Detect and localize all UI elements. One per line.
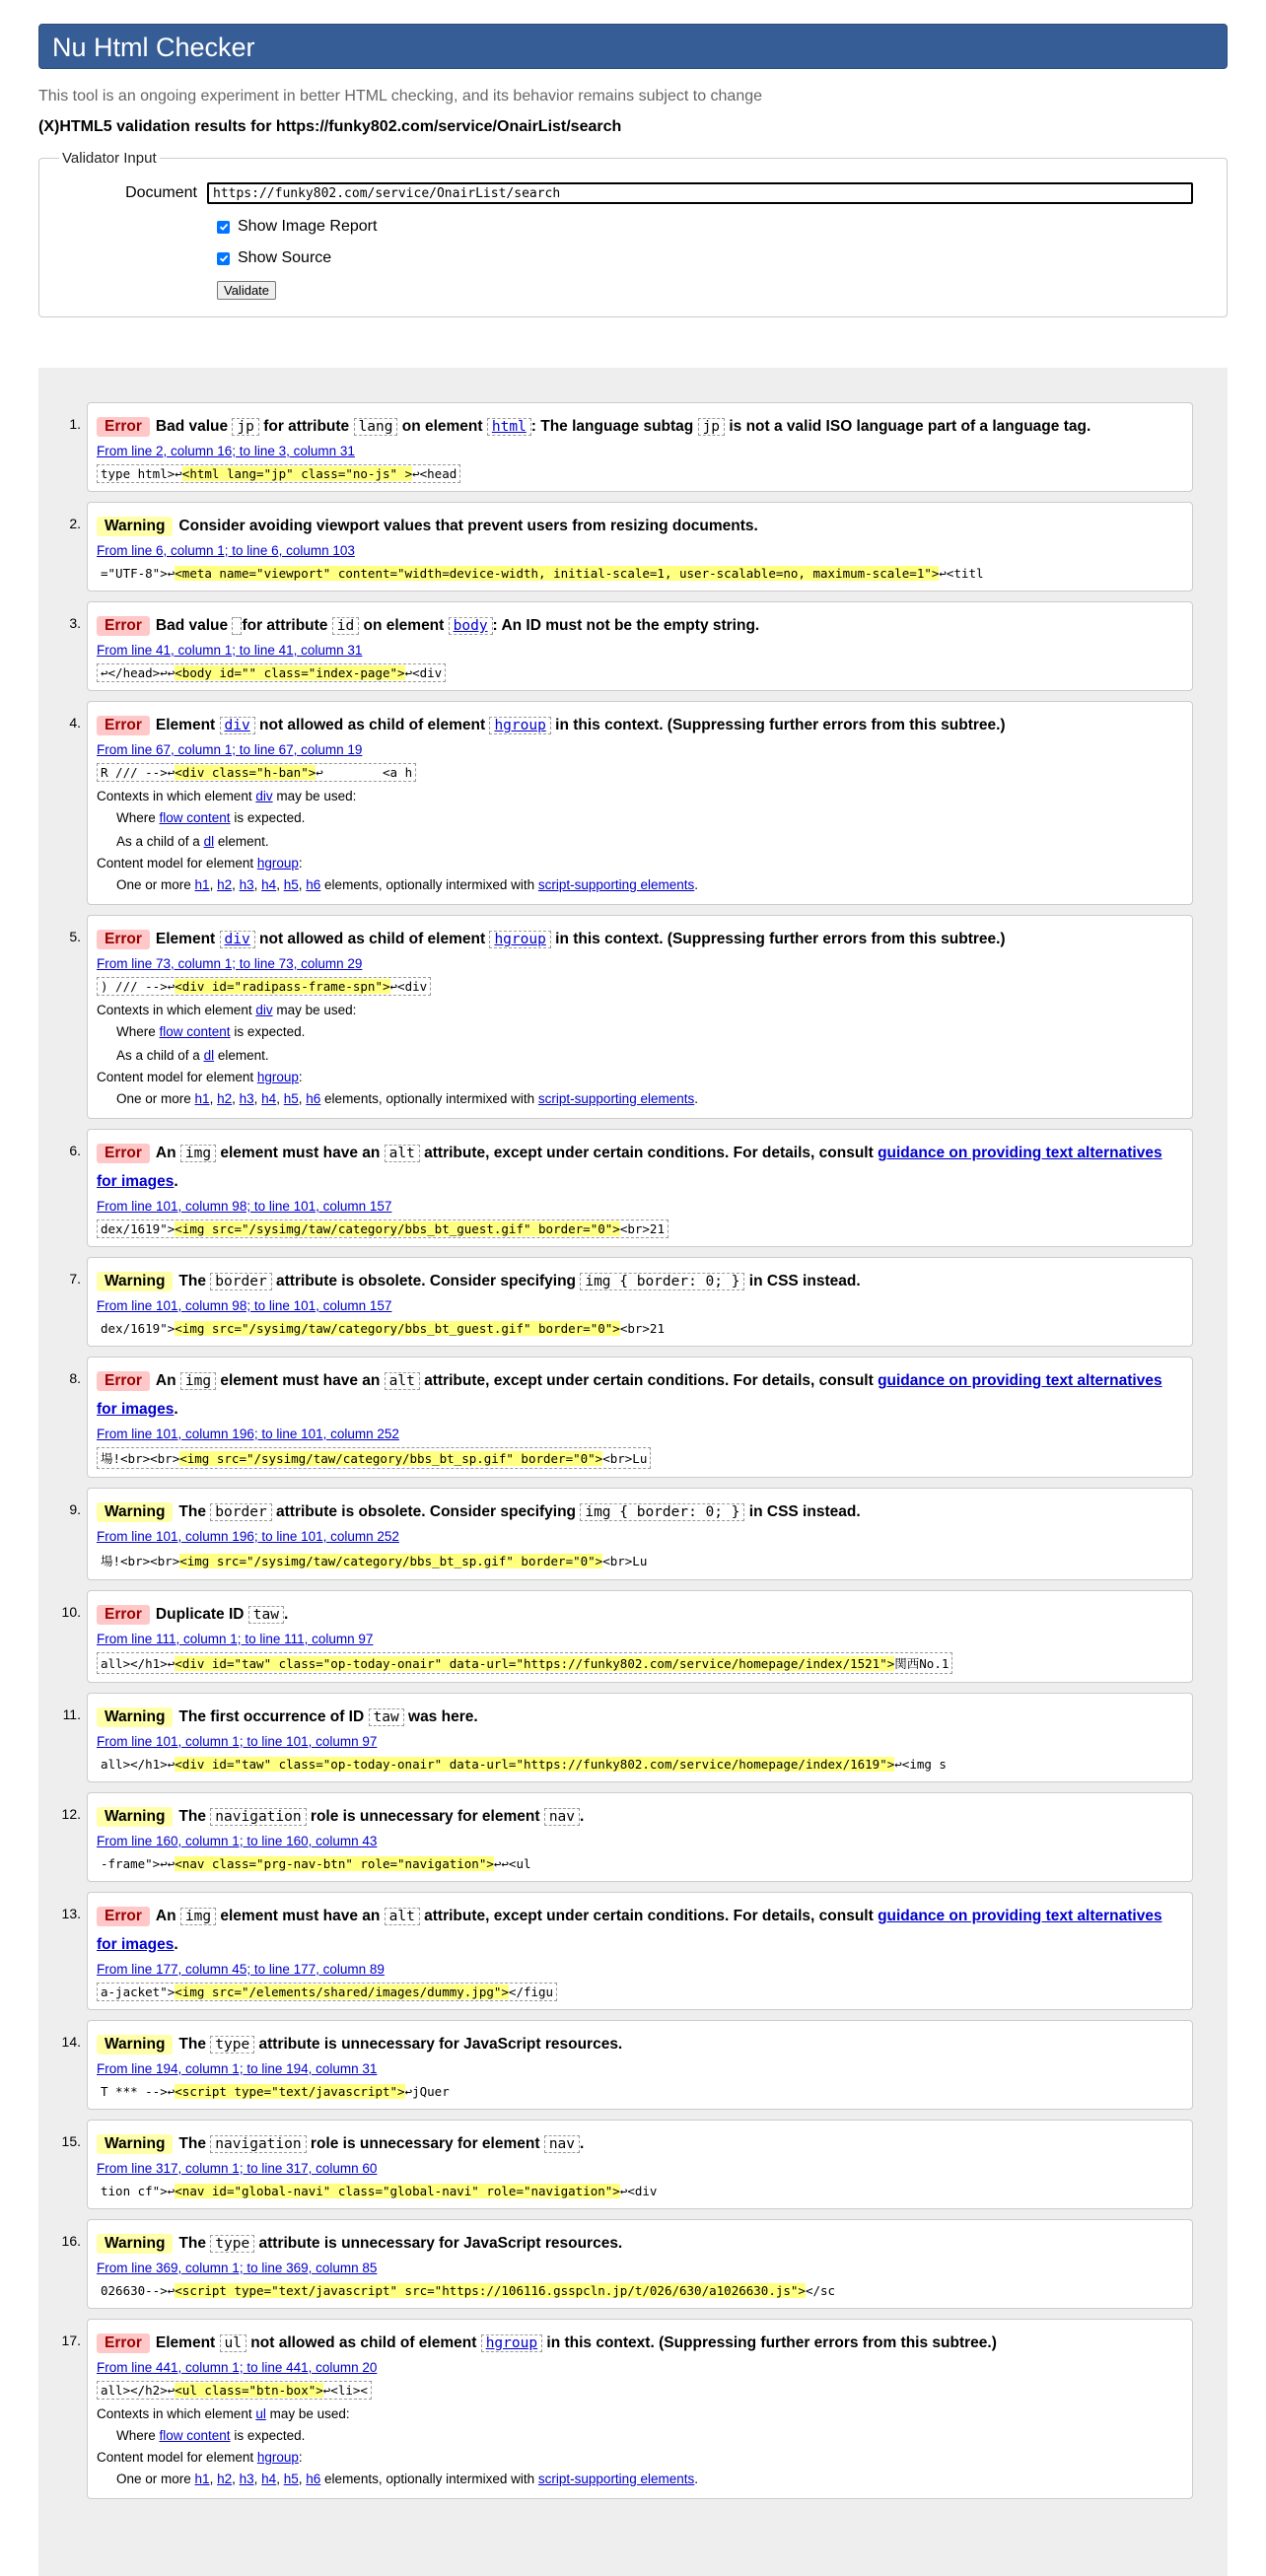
message-number: 9.	[69, 1501, 81, 1517]
highlighted-code: <meta name="viewport" content="width=device-width, initial-scale=1, user-scalable=no, maximum-scale=1">	[175, 566, 940, 581]
content-model-text: One or more h1, h2, h3, h4, h5, h6 elements, optionally intermixed with script-supporting elements.	[116, 1091, 698, 1106]
code-term: alt	[385, 1908, 420, 1925]
element-link[interactable]: body	[453, 618, 488, 634]
error-badge: Error	[97, 2333, 150, 2353]
message-item	[62, 1693, 1193, 1782]
source-extract: T *** -->↩<script type="text/javascript">↩jQuer	[101, 2084, 450, 2099]
show-image-report-option[interactable]	[217, 218, 1207, 236]
code-term: lang	[354, 418, 398, 436]
element-link[interactable]: div	[224, 932, 250, 947]
source-location-link[interactable]: From line 441, column 1; to line 441, column 20	[97, 2360, 378, 2375]
message-item	[69, 601, 1193, 691]
code-term: img	[180, 1372, 216, 1390]
warning-badge: Warning	[97, 1502, 173, 1522]
message-item	[61, 2020, 1193, 2110]
tagline: This tool is an ongoing experiment in better HTML checking, and its behavior remains subject to change	[38, 88, 763, 104]
message-text: Error Element ul not allowed as child of element hgroup in this context. (Suppressing further errors from this subtree.)	[97, 2329, 1180, 2357]
message-item	[69, 701, 1193, 905]
source-location-link[interactable]: From line 369, column 1; to line 369, column 85	[97, 2261, 378, 2275]
code-term: taw	[248, 1606, 284, 1624]
source-extract: ="UTF-8">↩<meta name="viewport" content="width=device-width, initial-scale=1, user-scalable=no, maximum-scale=1">↩<titl	[101, 566, 984, 581]
heading-link[interactable]: h4	[261, 877, 277, 892]
code-term: type	[210, 2036, 254, 2054]
highlighted-code: <img src="/sysimg/taw/category/bbs_bt_guest.gif" border="0">	[175, 1321, 620, 1336]
highlighted-code: <div id="radipass-frame-spn">	[175, 979, 390, 994]
message-text: Error Element div not allowed as child of element hgroup in this context. (Suppressing further errors from this subtree.)	[97, 711, 1180, 739]
warning-badge: Warning	[97, 2035, 173, 2054]
message-text: Error Duplicate ID taw .	[97, 1600, 1180, 1629]
error-badge: Error	[97, 930, 150, 949]
highlighted-code: <html lang="jp" class="no-js" >	[181, 466, 413, 481]
content-model-heading: Content model for element hgroup:	[97, 1070, 303, 1084]
code-term	[489, 717, 550, 734]
message-list	[48, 402, 1193, 2499]
content-model-text: One or more h1, h2, h3, h4, h5, h6 elements, optionally intermixed with script-supporting elements.	[116, 877, 698, 892]
source-extract: R /// -->↩<div class="h-ban">↩ <a h	[97, 763, 416, 782]
heading-link[interactable]: h1	[194, 877, 210, 892]
message-text: Warning The type attribute is unnecessary for JavaScript resources.	[97, 2229, 1180, 2258]
highlighted-code: <body id="" class="index-page">	[175, 665, 405, 680]
code-term: alt	[385, 1372, 420, 1390]
message-item	[61, 1892, 1193, 2010]
document-row	[59, 182, 1207, 204]
message-item	[61, 2219, 1193, 2309]
message-item	[61, 1590, 1193, 1683]
code-term	[220, 717, 255, 734]
source-extract: tion cf">↩<nav id="global-navi" class="global-navi" role="navigation">↩<div	[101, 2184, 658, 2198]
dl-link[interactable]: dl	[203, 1048, 215, 1063]
message-item	[61, 2319, 1193, 2499]
message-number: 4.	[69, 715, 81, 731]
source-location-link[interactable]: From line 111, column 1; to line 111, column 97	[97, 1632, 374, 1646]
content-model-text: One or more h1, h2, h3, h4, h5, h6 elements, optionally intermixed with script-supporting elements.	[116, 2472, 698, 2486]
message-text: Warning The navigation role is unnecessary for element nav .	[97, 2129, 1180, 2158]
code-term: border	[210, 1273, 271, 1290]
source-location-link[interactable]: From line 41, column 1; to line 41, column 31	[97, 643, 363, 658]
error-badge: Error	[97, 1907, 150, 1926]
guidance-link[interactable]: guidance on providing text alternatives for images	[97, 1372, 1162, 1418]
source-location-link[interactable]: From line 194, column 1; to line 194, column 31	[97, 2061, 378, 2076]
error-badge: Error	[97, 716, 150, 735]
highlighted-code: <img src="/sysimg/taw/category/bbs_bt_guest.gif" border="0">	[175, 1221, 620, 1236]
heading-link[interactable]: h6	[306, 2472, 321, 2486]
message-number: 1.	[69, 416, 81, 432]
message-number: 15.	[61, 2133, 81, 2149]
message-details	[97, 2403, 1180, 2490]
highlighted-code: <div class="h-ban">	[175, 765, 316, 780]
message-text: Warning The navigation role is unnecessary for element nav .	[97, 1802, 1180, 1831]
source-extract: 026630-->↩<script type="text/javascript" src="https://106116.gsspcln.jp/t/026/630/a1026630.js"></sc	[101, 2283, 836, 2298]
element-link[interactable]: hgroup	[256, 2450, 299, 2465]
code-term: navigation	[210, 2135, 306, 2153]
heading-link[interactable]: h5	[283, 1091, 299, 1106]
message-item	[69, 915, 1193, 1119]
source-location-link[interactable]: From line 6, column 1; to line 6, column 103	[97, 543, 355, 558]
code-term	[481, 2334, 542, 2352]
code-term: navigation	[210, 1808, 306, 1826]
code-term	[487, 418, 531, 436]
error-badge: Error	[97, 417, 150, 437]
context-child: As a child of a dl element.	[116, 1048, 269, 1063]
element-link[interactable]: ul	[255, 2406, 266, 2421]
message-item	[69, 1257, 1193, 1347]
guidance-link[interactable]: guidance on providing text alternatives for images	[97, 1908, 1162, 1953]
element-link[interactable]: hgroup	[256, 856, 299, 870]
highlighted-code: <div id="taw" class="op-today-onair" data-url="https://funky802.com/service/homepage/index/1521">	[175, 1656, 895, 1671]
highlighted-code: <img src="/elements/shared/images/dummy.jpg">	[175, 1984, 509, 1999]
code-term: taw	[369, 1708, 404, 1726]
element-link[interactable]: html	[491, 419, 527, 435]
message-text: Warning Consider avoiding viewport values that prevent users from resizing documents.	[97, 512, 1180, 540]
heading-link[interactable]: h5	[283, 2472, 299, 2486]
error-badge: Error	[97, 1605, 150, 1625]
heading-link[interactable]: h3	[239, 877, 254, 892]
code-term	[220, 931, 255, 948]
content-model-heading: Content model for element hgroup:	[97, 856, 303, 870]
source-location-link[interactable]: From line 67, column 1; to line 67, column 19	[97, 742, 363, 757]
source-extract: all></h2>↩<ul class="btn-box">↩<li><	[97, 2381, 372, 2400]
flow-content-link[interactable]: flow content	[159, 810, 231, 825]
heading-link[interactable]: h1	[194, 2472, 210, 2486]
warning-badge: Warning	[97, 1807, 173, 1827]
script-supporting-link[interactable]: script-supporting elements	[537, 877, 695, 892]
source-location-link[interactable]: From line 317, column 1; to line 317, column 60	[97, 2161, 378, 2176]
show-source-checkbox[interactable]	[217, 252, 230, 265]
element-link[interactable]: hgroup	[494, 718, 546, 733]
code-term: nav	[544, 1808, 580, 1826]
message-text: Error Element div not allowed as child of element hgroup in this context. (Suppressing further errors from this subtree.)	[97, 925, 1180, 953]
message-text: Warning The border attribute is obsolete. Consider specifying img { border: 0; } in CSS instead.	[97, 1267, 1180, 1295]
code-term: ul	[220, 2334, 246, 2352]
context-where: Where flow content is expected.	[116, 1024, 306, 1039]
message-details	[97, 1000, 1180, 1110]
heading-link[interactable]: h6	[306, 877, 321, 892]
highlighted-code: <script type="text/javascript">	[175, 2084, 405, 2099]
element-link[interactable]: div	[224, 718, 250, 733]
error-badge: Error	[97, 1144, 150, 1163]
message-text: Error Bad value for attribute id on element body : An ID must not be the empty string.	[97, 611, 1180, 640]
validate-button[interactable]: Validate	[217, 281, 276, 300]
message-number: 12.	[61, 1806, 81, 1822]
highlighted-code: <img src="/sysimg/taw/category/bbs_bt_sp.gif" border="0">	[179, 1554, 603, 1568]
message-number: 5.	[69, 929, 81, 944]
message-item	[61, 1792, 1193, 1882]
code-term: jp	[232, 418, 258, 436]
message-item	[69, 1488, 1193, 1580]
element-link[interactable]: div	[255, 789, 273, 803]
message-item	[61, 2120, 1193, 2209]
source-location-link[interactable]: From line 177, column 45; to line 177, column 89	[97, 1962, 385, 1977]
source-location-link[interactable]: From line 2, column 16; to line 3, column 31	[97, 444, 355, 458]
code-term	[489, 931, 550, 948]
source-extract: 場!<br><br><img src="/sysimg/taw/category/bbs_bt_sp.gif" border="0"><br>Lu	[97, 1447, 651, 1469]
source-extract: all></h1>↩<div id="taw" class="op-today-onair" data-url="https://funky802.com/service/homepage/index/1521">関西No.1	[97, 1652, 952, 1674]
context-where: Where flow content is expected.	[116, 2428, 306, 2443]
message-details	[97, 786, 1180, 896]
context-child: As a child of a dl element.	[116, 834, 269, 849]
source-extract: all></h1>↩<div id="taw" class="op-today-onair" data-url="https://funky802.com/service/homepage/index/1619">↩<img s	[101, 1757, 947, 1772]
code-term: nav	[544, 2135, 580, 2153]
highlighted-code: <ul class="btn-box">	[175, 2383, 323, 2398]
message-number: 16.	[61, 2233, 81, 2249]
flow-content-link[interactable]: flow content	[159, 2428, 231, 2443]
code-term: border	[210, 1503, 271, 1521]
element-link[interactable]: hgroup	[256, 1070, 299, 1084]
show-source-option[interactable]	[217, 249, 1207, 267]
heading-link[interactable]: h6	[306, 1091, 321, 1106]
code-term	[232, 617, 242, 635]
source-location-link[interactable]: From line 101, column 196; to line 101, column 252	[97, 1427, 399, 1441]
results-panel	[38, 368, 1228, 2576]
code-term: img { border: 0; }	[580, 1273, 744, 1290]
show-source-label: Show Source	[238, 249, 332, 266]
source-extract: type html>↩<html lang="jp" class="no-js" >↩<head	[97, 464, 460, 483]
message-number: 7.	[69, 1271, 81, 1287]
source-location-link[interactable]: From line 73, column 1; to line 73, column 29	[97, 956, 363, 971]
source-extract: ) /// -->↩<div id="radipass-frame-spn">↩<div	[97, 977, 431, 996]
element-link[interactable]: hgroup	[485, 2335, 538, 2351]
code-term: img { border: 0; }	[580, 1503, 744, 1521]
message-number: 8.	[69, 1370, 81, 1386]
heading-link[interactable]: h2	[217, 877, 233, 892]
heading-link[interactable]: h2	[217, 1091, 233, 1106]
message-text: Error An img element must have an alt attribute, except under certain conditions. For details, consult guidance on providing text alternatives for images.	[97, 1908, 1162, 1953]
check-icon	[219, 253, 229, 263]
message-text: Warning The first occurrence of ID taw was here.	[97, 1703, 1180, 1731]
code-term: img	[180, 1145, 216, 1162]
source-extract: -frame">↩↩<nav class="prg-nav-btn" role="navigation">↩↩<ul	[101, 1856, 531, 1871]
results-title: (X)HTML5 validation results for https://funky802.com/service/OnairList/search	[38, 118, 622, 135]
warning-badge: Warning	[97, 1272, 173, 1291]
code-term	[449, 617, 493, 635]
heading-link[interactable]: h2	[217, 2472, 233, 2486]
message-text: Warning The border attribute is obsolete. Consider specifying img { border: 0; } in CSS instead.	[97, 1497, 1180, 1526]
document-label: Document	[125, 184, 197, 201]
highlighted-code: <script type="text/javascript" src="https://106116.gsspcln.jp/t/026/630/a1026630.js">	[175, 2283, 806, 2298]
source-extract: 場!<br><br><img src="/sysimg/taw/category/bbs_bt_sp.gif" border="0"><br>Lu	[101, 1554, 648, 1568]
highlighted-code: <nav id="global-navi" class="global-navi" role="navigation">	[175, 2184, 620, 2198]
source-extract: dex/1619"><img src="/sysimg/taw/category/bbs_bt_guest.gif" border="0"><br>21	[97, 1219, 668, 1238]
message-item	[69, 502, 1193, 592]
contexts-heading: Contexts in which element div may be used:	[97, 1003, 357, 1017]
message-item	[69, 1357, 1193, 1478]
message-text: Error An img element must have an alt attribute, except under certain conditions. For details, consult guidance on providing text alternatives for images.	[97, 1145, 1162, 1190]
content-model-heading: Content model for element hgroup:	[97, 2450, 303, 2465]
dl-link[interactable]: dl	[203, 834, 215, 849]
message-text: Warning The type attribute is unnecessary for JavaScript resources.	[97, 2030, 1180, 2058]
warning-badge: Warning	[97, 517, 173, 536]
error-badge: Error	[97, 1371, 150, 1391]
show-image-report-checkbox[interactable]	[217, 221, 230, 234]
source-extract: dex/1619"><img src="/sysimg/taw/category/bbs_bt_guest.gif" border="0"><br>21	[101, 1321, 665, 1336]
message-text: Error An img element must have an alt attribute, except under certain conditions. For details, consult guidance on providing text alternatives for images.	[97, 1372, 1162, 1418]
code-term: alt	[385, 1145, 420, 1162]
warning-badge: Warning	[97, 2134, 173, 2154]
source-extract: a-jacket"><img src="/elements/shared/images/dummy.jpg"></figu	[97, 1983, 557, 2001]
validator-legend: Validator Input	[62, 150, 157, 167]
highlighted-code: <div id="taw" class="op-today-onair" data-url="https://funky802.com/service/homepage/index/1619">	[175, 1757, 895, 1772]
message-number: 13.	[61, 1906, 81, 1921]
element-link[interactable]: hgroup	[494, 932, 546, 947]
code-term: id	[332, 617, 359, 635]
message-item	[69, 402, 1193, 492]
guidance-link[interactable]: guidance on providing text alternatives for images	[97, 1145, 1162, 1190]
message-text: Error Bad value jp for attribute lang on element html : The language subtag jp is not a valid ISO language part of a language tag.	[97, 412, 1180, 441]
flow-content-link[interactable]: flow content	[159, 1024, 231, 1039]
message-number: 17.	[61, 2332, 81, 2348]
message-item	[69, 1129, 1193, 1247]
page-header	[38, 24, 1228, 69]
highlighted-code: <img src="/sysimg/taw/category/bbs_bt_sp.gif" border="0">	[179, 1451, 603, 1466]
message-number: 6.	[69, 1143, 81, 1158]
validator-input	[38, 150, 1228, 317]
heading-link[interactable]: h4	[261, 1091, 277, 1106]
message-number: 14.	[61, 2034, 81, 2050]
element-link[interactable]: div	[255, 1003, 273, 1017]
heading-link[interactable]: h5	[283, 877, 299, 892]
code-term: type	[210, 2235, 254, 2253]
context-where: Where flow content is expected.	[116, 810, 306, 825]
message-number: 10.	[61, 1604, 81, 1620]
source-location-link[interactable]: From line 101, column 1; to line 101, column 97	[97, 1734, 378, 1749]
source-location-link[interactable]: From line 101, column 98; to line 101, column 157	[97, 1199, 392, 1214]
warning-badge: Warning	[97, 2234, 173, 2254]
message-number: 3.	[69, 615, 81, 631]
source-location-link[interactable]: From line 101, column 98; to line 101, column 157	[97, 1298, 392, 1313]
page-title: Nu Html Checker	[52, 33, 255, 62]
source-location-link[interactable]: From line 160, column 1; to line 160, column 43	[97, 1834, 378, 1848]
highlighted-code: <nav class="prg-nav-btn" role="navigation">	[175, 1856, 494, 1871]
heading-link[interactable]: h3	[239, 2472, 254, 2486]
script-supporting-link[interactable]: script-supporting elements	[537, 2472, 695, 2486]
show-image-report-label: Show Image Report	[238, 218, 378, 235]
check-icon	[219, 222, 229, 232]
source-extract: ↩</head>↩↩<body id="" class="index-page">↩<div	[97, 663, 446, 682]
message-number: 2.	[69, 516, 81, 531]
error-badge: Error	[97, 616, 150, 636]
heading-link[interactable]: h1	[194, 1091, 210, 1106]
document-input[interactable]	[207, 182, 1193, 204]
heading-link[interactable]: h3	[239, 1091, 254, 1106]
code-term: img	[180, 1908, 216, 1925]
warning-badge: Warning	[97, 1707, 173, 1727]
heading-link[interactable]: h4	[261, 2472, 277, 2486]
message-number: 11.	[62, 1706, 81, 1722]
code-term: jp	[698, 418, 725, 436]
source-location-link[interactable]: From line 101, column 196; to line 101, column 252	[97, 1529, 399, 1544]
contexts-heading: Contexts in which element ul may be used:	[97, 2406, 350, 2421]
contexts-heading: Contexts in which element div may be used:	[97, 789, 357, 803]
script-supporting-link[interactable]: script-supporting elements	[537, 1091, 695, 1106]
